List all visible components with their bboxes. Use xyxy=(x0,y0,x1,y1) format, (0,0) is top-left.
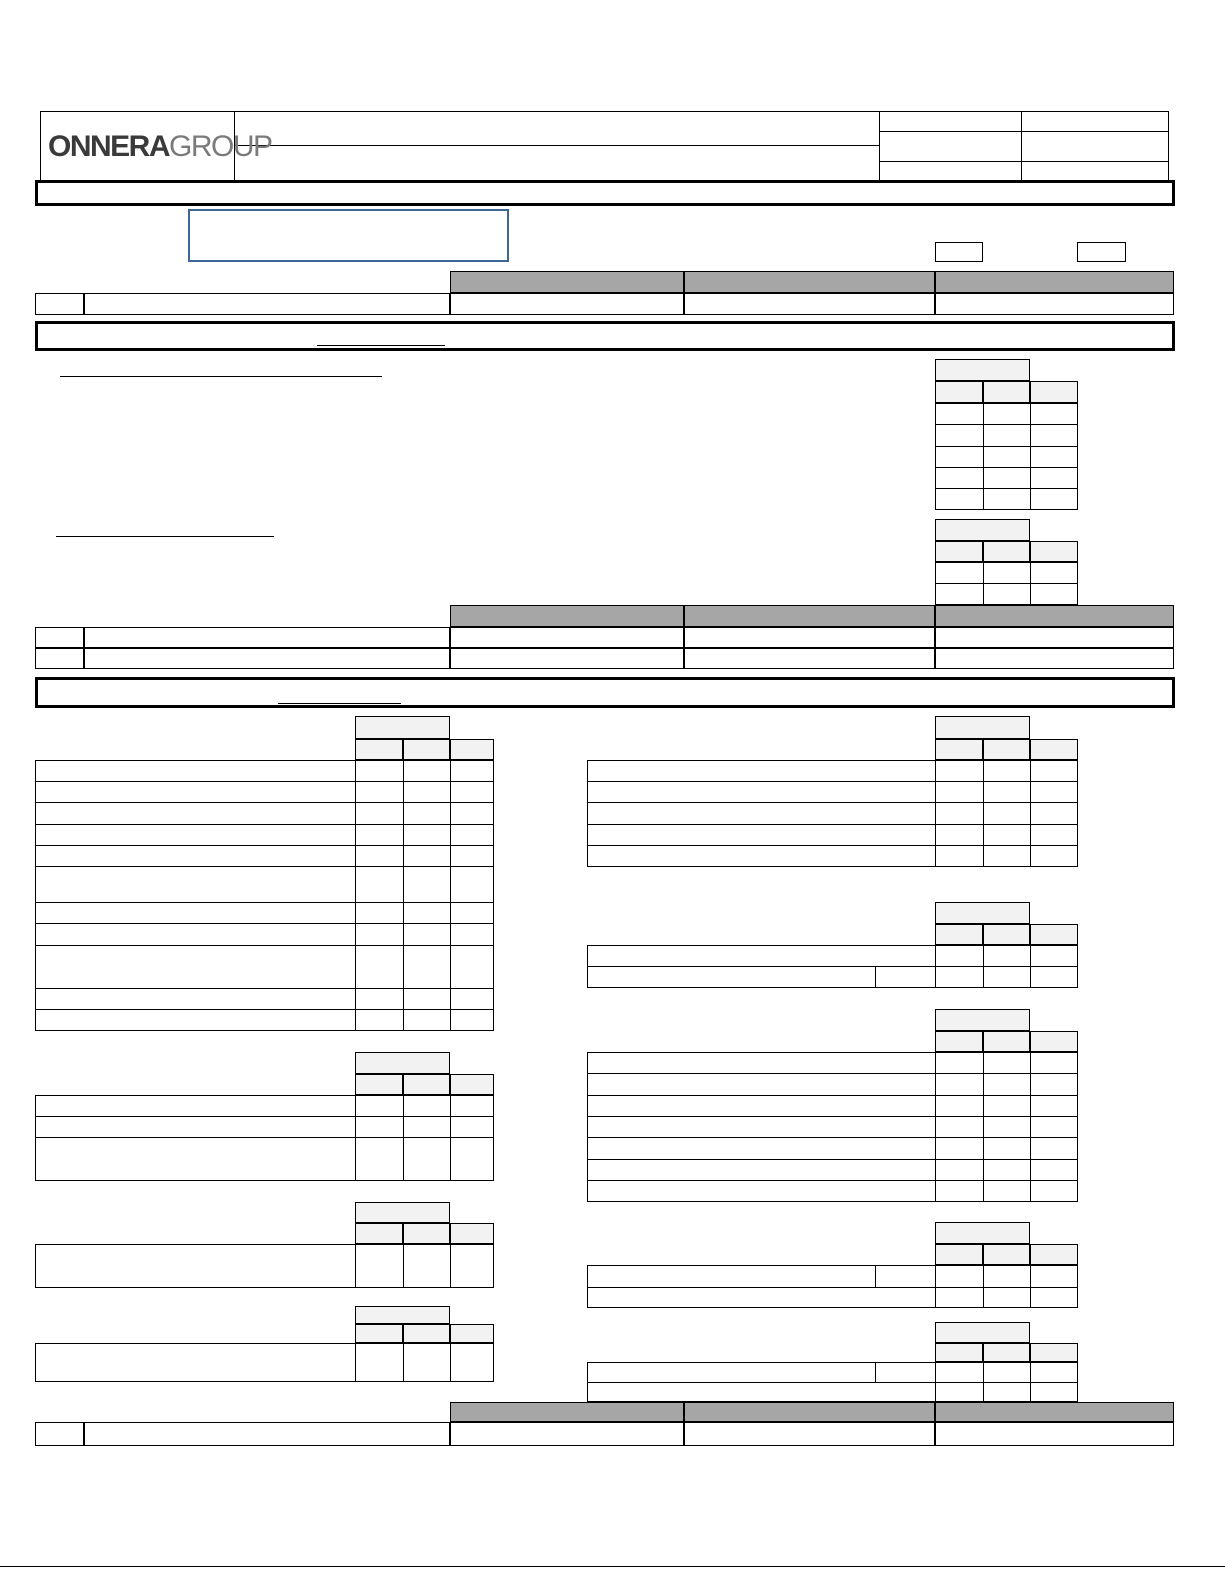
header-row-line xyxy=(879,161,1169,162)
section-bar-1 xyxy=(35,180,1175,206)
right-table-1-subhead xyxy=(935,739,983,760)
right-table-1-body[interactable] xyxy=(587,760,1078,867)
signature-header-2 xyxy=(684,271,935,293)
right-table-3-subhead xyxy=(935,1031,983,1052)
signature-header-2 xyxy=(684,605,935,627)
right-table-3-subhead xyxy=(983,1031,1030,1052)
left-table-4-subhead xyxy=(355,1324,403,1343)
right-table-4-subhead xyxy=(935,1244,983,1265)
left-table-1-subhead xyxy=(403,739,450,760)
grid-a-header xyxy=(935,359,1030,381)
left-table-2-subhead xyxy=(355,1074,403,1095)
signature-row-col[interactable] xyxy=(684,1422,935,1446)
checkbox-2[interactable] xyxy=(1077,242,1126,262)
subsection-underline xyxy=(56,536,274,537)
left-table-4-subhead xyxy=(403,1324,450,1343)
grid-a-subhead xyxy=(935,381,983,403)
signature-row-col[interactable] xyxy=(450,648,684,669)
grid-b-subhead xyxy=(935,541,983,562)
signature-header-3 xyxy=(935,605,1174,627)
signature-header-3 xyxy=(935,1402,1174,1422)
right-table-2-subhead xyxy=(1030,924,1078,945)
grid-b-subhead xyxy=(1030,541,1078,562)
right-table-1-subhead xyxy=(983,739,1030,760)
left-table-3-subhead xyxy=(450,1223,494,1244)
grid-b-subhead xyxy=(983,541,1030,562)
right-table-5-header xyxy=(935,1322,1030,1343)
left-table-3-subhead xyxy=(403,1223,450,1244)
right-table-5-subhead xyxy=(983,1343,1030,1362)
header-row-line xyxy=(879,131,1169,132)
section-bar-3 xyxy=(35,677,1175,708)
left-table-2-subhead xyxy=(403,1074,450,1095)
left-table-4-header xyxy=(355,1306,450,1324)
right-table-4-subhead xyxy=(1030,1244,1078,1265)
text-input-box[interactable] xyxy=(188,209,509,262)
right-table-3-header xyxy=(935,1009,1030,1031)
checkbox-1[interactable] xyxy=(935,242,983,262)
grid-a-subhead xyxy=(1030,381,1078,403)
signature-row-desc[interactable] xyxy=(84,293,450,315)
left-table-2-body[interactable] xyxy=(35,1095,494,1181)
right-table-2-subhead xyxy=(935,924,983,945)
signature-row-num xyxy=(35,1422,84,1446)
signature-row-col[interactable] xyxy=(450,1422,684,1446)
left-table-1-body[interactable] xyxy=(35,760,494,1031)
right-table-4-subhead xyxy=(983,1244,1030,1265)
logo-brand-light: GROUP xyxy=(169,130,272,163)
signature-row-col[interactable] xyxy=(450,627,684,648)
left-table-1-subhead xyxy=(450,739,494,760)
right-table-2-header xyxy=(935,902,1030,924)
right-table-2-subhead xyxy=(983,924,1030,945)
signature-row-desc[interactable] xyxy=(84,648,450,669)
right-table-1-header xyxy=(935,716,1030,739)
signature-header-1 xyxy=(450,605,684,627)
signature-row-col[interactable] xyxy=(684,293,935,315)
left-table-1-subhead xyxy=(355,739,403,760)
left-table-3-subhead xyxy=(355,1223,403,1244)
grid-a-cells[interactable] xyxy=(935,403,1078,510)
left-table-2-header xyxy=(355,1052,450,1074)
signature-row-col[interactable] xyxy=(935,648,1174,669)
subsection-underline xyxy=(60,376,382,377)
section-underline xyxy=(317,345,445,346)
signature-row-num xyxy=(35,627,84,648)
grid-a-subhead xyxy=(983,381,1030,403)
signature-row-col[interactable] xyxy=(935,293,1174,315)
signature-header-2 xyxy=(684,1402,935,1422)
right-table-1-subhead xyxy=(1030,739,1078,760)
signature-row-col[interactable] xyxy=(684,627,935,648)
signature-header-1 xyxy=(450,1402,684,1422)
left-table-4-body[interactable] xyxy=(35,1343,494,1382)
left-table-3-body[interactable] xyxy=(35,1244,494,1288)
grid-b-header xyxy=(935,519,1030,541)
header-divider xyxy=(879,111,880,182)
signature-header-3 xyxy=(935,271,1174,293)
left-table-1-header xyxy=(355,716,450,739)
left-table-4-subhead xyxy=(450,1324,494,1343)
right-table-4-header xyxy=(935,1222,1030,1244)
header-divider xyxy=(1021,111,1022,182)
signature-row-desc[interactable] xyxy=(84,1422,450,1446)
signature-row-num xyxy=(35,293,84,315)
right-table-3-subhead xyxy=(1030,1031,1078,1052)
signature-row-col[interactable] xyxy=(935,627,1174,648)
signature-row-col[interactable] xyxy=(450,293,684,315)
section-bar-2 xyxy=(35,321,1175,351)
signature-row-col[interactable] xyxy=(684,648,935,669)
header-row-line xyxy=(234,145,879,146)
left-table-2-subhead xyxy=(450,1074,494,1095)
left-table-3-header xyxy=(355,1202,450,1223)
right-table-5-subhead xyxy=(935,1343,983,1362)
company-logo xyxy=(48,130,272,164)
signature-header-1 xyxy=(450,271,684,293)
signature-row-num xyxy=(35,648,84,669)
page-bottom-rule xyxy=(0,1566,1225,1567)
signature-row-col[interactable] xyxy=(935,1422,1174,1446)
logo-brand-strong: ONNERA xyxy=(48,130,170,163)
right-table-5-subhead xyxy=(1030,1343,1078,1362)
signature-row-desc[interactable] xyxy=(84,627,450,648)
section-underline xyxy=(278,703,401,704)
